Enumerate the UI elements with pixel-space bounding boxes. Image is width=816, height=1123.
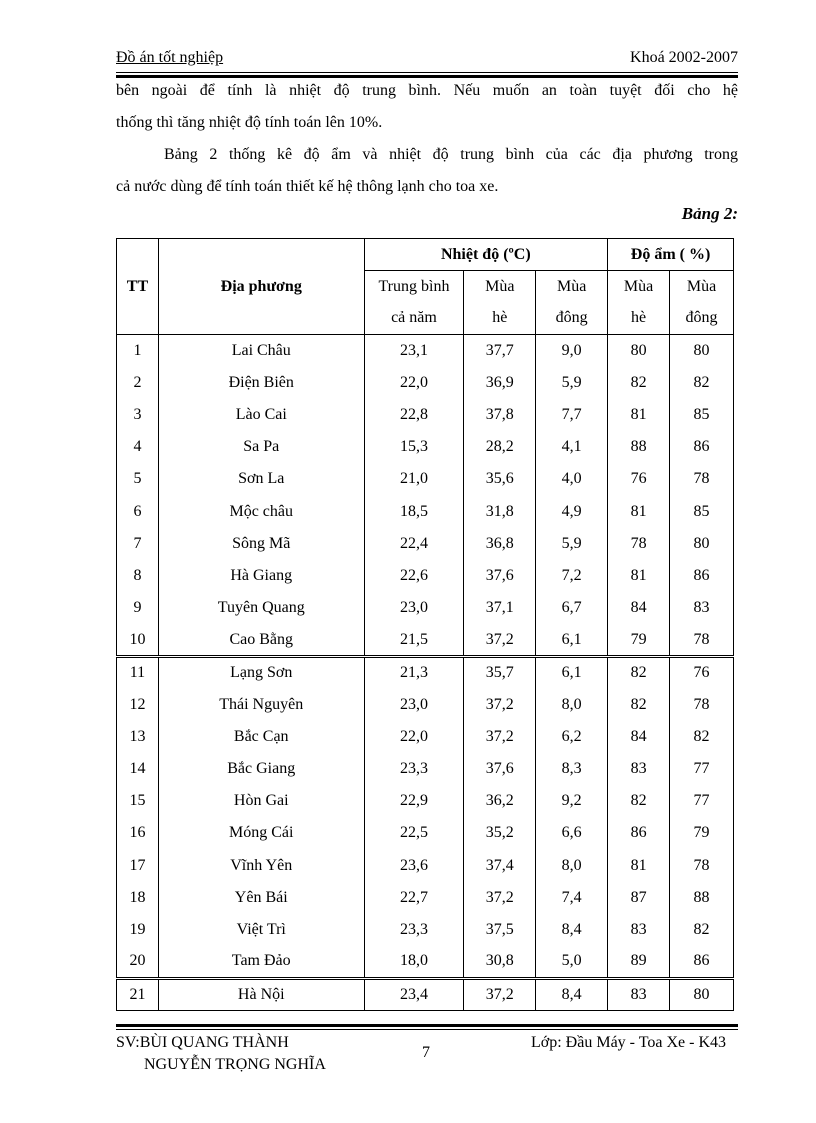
sub-header-h-summer-1: Mùa <box>608 271 670 303</box>
cell-place: Thái Nguyên <box>158 689 364 721</box>
cell-humidity-summer: 82 <box>608 689 670 721</box>
footer-rule-thick <box>116 1024 738 1027</box>
cell-place: Điện Biên <box>158 367 364 399</box>
cell-place: Vĩnh Yên <box>158 850 364 882</box>
cell-place: Tuyên Quang <box>158 592 364 624</box>
cell-temp-summer: 37,2 <box>464 882 536 914</box>
cell-temp-winter: 8,4 <box>536 978 608 1010</box>
footer-rule-thin <box>116 1029 738 1030</box>
cell-temp-winter: 6,1 <box>536 656 608 688</box>
cell-tt: 9 <box>117 592 159 624</box>
cell-temp-avg: 15,3 <box>364 431 464 463</box>
cell-tt: 11 <box>117 656 159 688</box>
sub-header-h-summer-2: hè <box>608 303 670 335</box>
cell-humidity-summer: 81 <box>608 560 670 592</box>
cell-place: Móng Cái <box>158 817 364 849</box>
cell-humidity-summer: 81 <box>608 399 670 431</box>
cell-humidity-winter: 77 <box>670 785 734 817</box>
sub-header-h-winter-1: Mùa <box>670 271 734 303</box>
footer-class: Lớp: Đầu Máy - Toa Xe - K43 <box>531 1034 726 1051</box>
cell-humidity-summer: 81 <box>608 850 670 882</box>
cell-tt: 8 <box>117 560 159 592</box>
cell-humidity-winter: 78 <box>670 850 734 882</box>
cell-humidity-winter: 78 <box>670 463 734 495</box>
col-header-tt: TT <box>117 239 159 335</box>
sub-header-summer-2: hè <box>464 303 536 335</box>
cell-temp-winter: 4,9 <box>536 495 608 527</box>
page-number: 7 <box>422 1044 430 1061</box>
cell-temp-summer: 37,8 <box>464 399 536 431</box>
cell-place: Việt Trì <box>158 914 364 946</box>
cell-humidity-winter: 88 <box>670 882 734 914</box>
cell-temp-avg: 22,8 <box>364 399 464 431</box>
paragraph-1 <box>116 75 738 139</box>
cell-humidity-summer: 79 <box>608 624 670 656</box>
cell-humidity-winter: 79 <box>670 817 734 849</box>
cell-humidity-winter: 77 <box>670 753 734 785</box>
cell-humidity-summer: 83 <box>608 914 670 946</box>
cell-humidity-winter: 83 <box>670 592 734 624</box>
cell-temp-winter: 9,2 <box>536 785 608 817</box>
cell-temp-summer: 30,8 <box>464 946 536 978</box>
cell-tt: 17 <box>117 850 159 882</box>
cell-place: Bắc Cạn <box>158 721 364 753</box>
paragraph-2 <box>116 139 738 203</box>
cell-temp-summer: 37,7 <box>464 335 536 367</box>
header-rule-thin <box>116 72 738 73</box>
cell-humidity-winter: 86 <box>670 946 734 978</box>
cell-humidity-winter: 85 <box>670 495 734 527</box>
cell-place: Cao Bằng <box>158 624 364 656</box>
table-row <box>117 753 734 785</box>
cell-temp-summer: 37,2 <box>464 978 536 1010</box>
table-body <box>117 335 734 1011</box>
cell-humidity-summer: 82 <box>608 785 670 817</box>
cell-tt: 14 <box>117 753 159 785</box>
cell-humidity-winter: 86 <box>670 431 734 463</box>
col-header-place: Địa phương <box>158 239 364 335</box>
cell-temp-avg: 21,0 <box>364 463 464 495</box>
cell-tt: 7 <box>117 528 159 560</box>
cell-place: Sa Pa <box>158 431 364 463</box>
cell-humidity-summer: 88 <box>608 431 670 463</box>
cell-humidity-winter: 80 <box>670 528 734 560</box>
cell-place: Hà Nội <box>158 978 364 1010</box>
cell-temp-summer: 37,2 <box>464 721 536 753</box>
cell-temp-avg: 23,1 <box>364 335 464 367</box>
sub-header-avg-2: cả năm <box>364 303 464 335</box>
paragraph-1-line-2: thống thì tăng nhiệt độ tính toán lên 10%. <box>116 114 383 131</box>
cell-place: Hòn Gai <box>158 785 364 817</box>
cell-temp-avg: 22,4 <box>364 528 464 560</box>
table-row <box>117 624 734 656</box>
cell-temp-avg: 18,0 <box>364 946 464 978</box>
footer-student-1: SV:BÙI QUANG THÀNH <box>116 1034 289 1051</box>
table-row <box>117 592 734 624</box>
footer-student-2: NGUYỄN TRỌNG NGHĨA <box>144 1056 326 1073</box>
group-header-humidity: Độ ẩm ( %) <box>608 239 734 271</box>
cell-temp-summer: 36,9 <box>464 367 536 399</box>
cell-temp-avg: 18,5 <box>364 495 464 527</box>
cell-temp-avg: 21,3 <box>364 656 464 688</box>
cell-temp-winter: 8,0 <box>536 689 608 721</box>
cell-humidity-summer: 82 <box>608 367 670 399</box>
paragraph-2-line-2: cả nước dùng để tính toán thiết kế hệ thông lạnh cho toa xe. <box>116 178 499 195</box>
cell-temp-winter: 5,9 <box>536 528 608 560</box>
cell-temp-summer: 35,7 <box>464 656 536 688</box>
header-left-title: Đồ án tốt nghiệp <box>116 49 224 66</box>
cell-tt: 3 <box>117 399 159 431</box>
cell-temp-avg: 23,3 <box>364 753 464 785</box>
cell-temp-winter: 6,7 <box>536 592 608 624</box>
cell-place: Lạng Sơn <box>158 656 364 688</box>
cell-temp-winter: 6,1 <box>536 624 608 656</box>
page-header <box>116 49 738 71</box>
cell-temp-summer: 35,2 <box>464 817 536 849</box>
table-row <box>117 914 734 946</box>
cell-temp-winter: 5,9 <box>536 367 608 399</box>
cell-humidity-winter: 86 <box>670 560 734 592</box>
cell-humidity-winter: 82 <box>670 721 734 753</box>
cell-temp-summer: 36,8 <box>464 528 536 560</box>
paragraph-2-line-1: Bảng 2 thống kê độ ẩm và nhiệt độ trung bình của các địa phương trong <box>164 146 738 163</box>
table-row <box>117 850 734 882</box>
cell-temp-winter: 8,3 <box>536 753 608 785</box>
table-row <box>117 882 734 914</box>
cell-temp-avg: 23,3 <box>364 914 464 946</box>
sub-header-summer-1: Mùa <box>464 271 536 303</box>
cell-place: Bắc Giang <box>158 753 364 785</box>
cell-temp-summer: 37,5 <box>464 914 536 946</box>
cell-temp-avg: 22,0 <box>364 367 464 399</box>
table-row <box>117 946 734 978</box>
table-row <box>117 495 734 527</box>
cell-tt: 1 <box>117 335 159 367</box>
cell-tt: 20 <box>117 946 159 978</box>
table-row <box>117 817 734 849</box>
cell-temp-avg: 22,0 <box>364 721 464 753</box>
cell-temp-avg: 22,7 <box>364 882 464 914</box>
cell-place: Lào Cai <box>158 399 364 431</box>
cell-temp-winter: 8,0 <box>536 850 608 882</box>
table-row <box>117 367 734 399</box>
cell-temp-winter: 6,6 <box>536 817 608 849</box>
cell-humidity-winter: 82 <box>670 914 734 946</box>
sub-header-avg-1: Trung bình <box>364 271 464 303</box>
cell-humidity-winter: 82 <box>670 367 734 399</box>
cell-temp-summer: 37,4 <box>464 850 536 882</box>
cell-humidity-winter: 80 <box>670 978 734 1010</box>
paragraph-1-line-1: bên ngoài để tính là nhiệt độ trung bình. Nếu muốn an toàn tuyệt đối cho hệ <box>116 82 738 99</box>
group-header-temperature: Nhiệt độ (ºC) <box>364 239 608 271</box>
cell-temp-summer: 36,2 <box>464 785 536 817</box>
cell-place: Lai Châu <box>158 335 364 367</box>
cell-temp-avg: 22,5 <box>364 817 464 849</box>
cell-tt: 13 <box>117 721 159 753</box>
table-row <box>117 721 734 753</box>
table-row <box>117 528 734 560</box>
cell-temp-winter: 4,1 <box>536 431 608 463</box>
cell-humidity-summer: 83 <box>608 753 670 785</box>
table-row <box>117 399 734 431</box>
cell-tt: 2 <box>117 367 159 399</box>
cell-temp-winter: 6,2 <box>536 721 608 753</box>
cell-tt: 4 <box>117 431 159 463</box>
cell-temp-summer: 35,6 <box>464 463 536 495</box>
cell-temp-avg: 23,4 <box>364 978 464 1010</box>
cell-temp-summer: 37,1 <box>464 592 536 624</box>
cell-temp-avg: 21,5 <box>364 624 464 656</box>
table-row <box>117 785 734 817</box>
table-caption: Bảng 2: <box>681 204 738 223</box>
cell-humidity-winter: 85 <box>670 399 734 431</box>
cell-tt: 15 <box>117 785 159 817</box>
cell-temp-summer: 37,2 <box>464 689 536 721</box>
cell-temp-avg: 22,9 <box>364 785 464 817</box>
table-row <box>117 560 734 592</box>
cell-temp-winter: 7,7 <box>536 399 608 431</box>
cell-temp-summer: 37,6 <box>464 560 536 592</box>
cell-humidity-winter: 78 <box>670 624 734 656</box>
climate-table <box>116 238 734 1011</box>
sub-header-winter-1: Mùa <box>536 271 608 303</box>
cell-humidity-summer: 78 <box>608 528 670 560</box>
cell-temp-avg: 23,6 <box>364 850 464 882</box>
sub-header-winter-2: đông <box>536 303 608 335</box>
cell-tt: 16 <box>117 817 159 849</box>
cell-temp-summer: 37,2 <box>464 624 536 656</box>
cell-temp-winter: 9,0 <box>536 335 608 367</box>
table-row <box>117 431 734 463</box>
table-row <box>117 978 734 1010</box>
cell-temp-avg: 23,0 <box>364 592 464 624</box>
cell-place: Yên Bái <box>158 882 364 914</box>
cell-tt: 18 <box>117 882 159 914</box>
cell-humidity-summer: 83 <box>608 978 670 1010</box>
cell-place: Tam Đảo <box>158 946 364 978</box>
cell-temp-winter: 8,4 <box>536 914 608 946</box>
cell-temp-summer: 37,6 <box>464 753 536 785</box>
cell-place: Sơn La <box>158 463 364 495</box>
cell-temp-winter: 4,0 <box>536 463 608 495</box>
cell-temp-avg: 22,6 <box>364 560 464 592</box>
cell-tt: 19 <box>117 914 159 946</box>
cell-place: Sông Mã <box>158 528 364 560</box>
cell-humidity-summer: 76 <box>608 463 670 495</box>
cell-tt: 12 <box>117 689 159 721</box>
cell-humidity-winter: 76 <box>670 656 734 688</box>
cell-humidity-summer: 89 <box>608 946 670 978</box>
cell-humidity-winter: 80 <box>670 335 734 367</box>
cell-temp-avg: 23,0 <box>364 689 464 721</box>
table-row <box>117 335 734 367</box>
cell-tt: 21 <box>117 978 159 1010</box>
cell-temp-summer: 31,8 <box>464 495 536 527</box>
table-row <box>117 689 734 721</box>
cell-temp-winter: 7,4 <box>536 882 608 914</box>
cell-humidity-summer: 80 <box>608 335 670 367</box>
cell-humidity-summer: 84 <box>608 721 670 753</box>
cell-humidity-summer: 81 <box>608 495 670 527</box>
cell-tt: 6 <box>117 495 159 527</box>
table-row <box>117 656 734 688</box>
header-right-course: Khoá 2002-2007 <box>630 49 738 66</box>
cell-temp-summer: 28,2 <box>464 431 536 463</box>
table-row <box>117 463 734 495</box>
cell-humidity-summer: 87 <box>608 882 670 914</box>
cell-temp-winter: 7,2 <box>536 560 608 592</box>
sub-header-h-winter-2: đông <box>670 303 734 335</box>
cell-temp-winter: 5,0 <box>536 946 608 978</box>
cell-place: Hà Giang <box>158 560 364 592</box>
cell-place: Mộc châu <box>158 495 364 527</box>
cell-humidity-summer: 84 <box>608 592 670 624</box>
cell-humidity-winter: 78 <box>670 689 734 721</box>
cell-humidity-summer: 82 <box>608 656 670 688</box>
cell-humidity-summer: 86 <box>608 817 670 849</box>
cell-tt: 5 <box>117 463 159 495</box>
cell-tt: 10 <box>117 624 159 656</box>
